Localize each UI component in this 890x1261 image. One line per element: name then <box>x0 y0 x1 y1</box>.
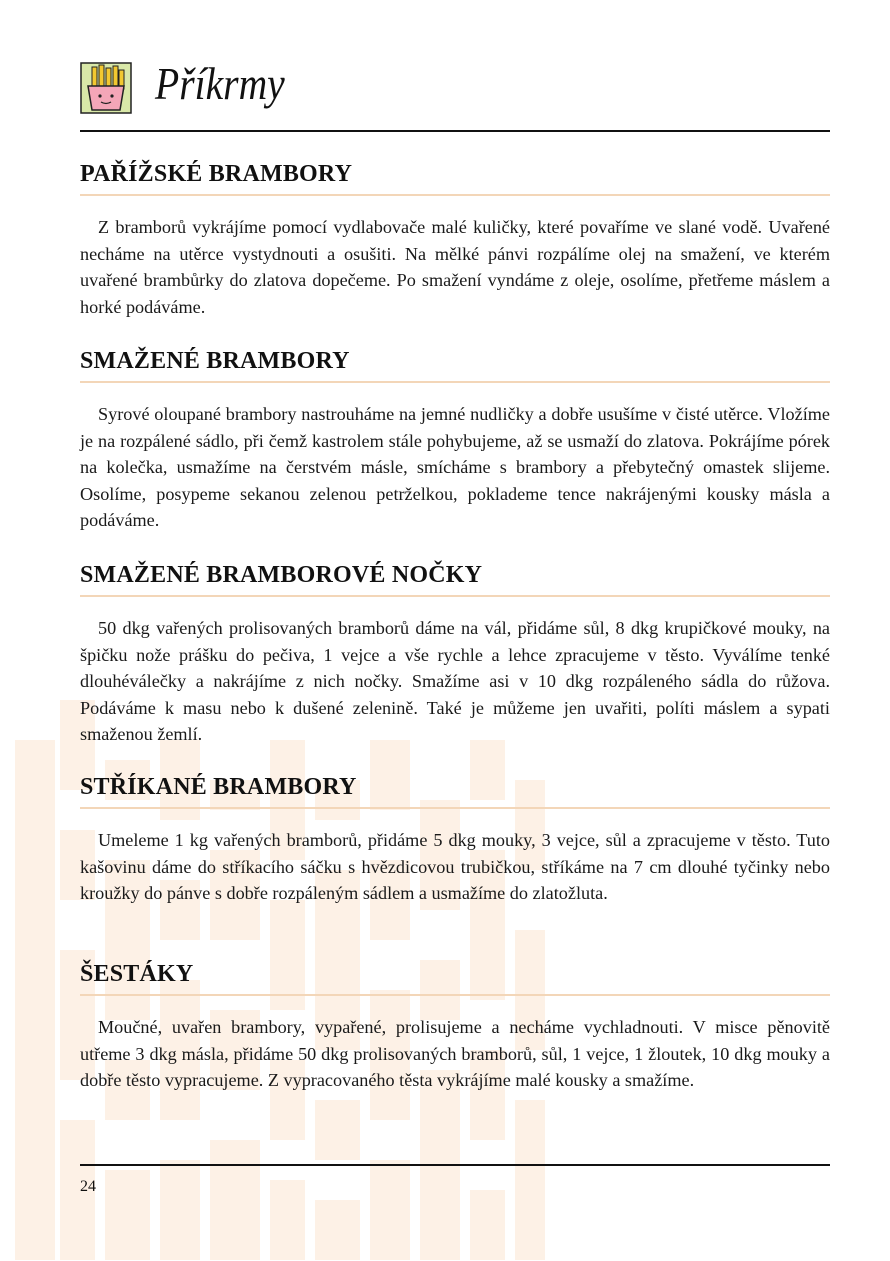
chapter-title: Příkrmy <box>155 59 285 109</box>
recipe-section <box>80 159 830 320</box>
recipe-text: 50 dkg vařených prolisovaných bramborů dáme na vál, přidáme sůl, 8 dkg krupičkové mouky, na špičku nože prášku do pečiva, 1 vejce a vše rychle a lehce zpracujeme v těsto. Vyválíme tenké dlouhéválečky a nakrájíme z nich nočky. Smažíme asi v 10 dkg rozpáleného sádla do růžova. Podáváme k masu nebo k dušené zelenině. Také je můžeme jen uvařiti, políti máslem a sypati smaženou žemlí. <box>80 618 830 744</box>
recipe-title: STŘÍKANÉ BRAMBORY <box>80 774 357 800</box>
recipe-section <box>80 346 830 534</box>
footer-rule <box>80 1164 830 1166</box>
title-underline <box>80 595 830 597</box>
recipe-section <box>80 959 830 1094</box>
title-underline <box>80 994 830 996</box>
recipe-title: ŠESTÁKY <box>80 961 194 987</box>
title-underline <box>80 381 830 383</box>
recipe-title: SMAŽENÉ BRAMBORY <box>80 348 350 374</box>
recipe-text: Umeleme 1 kg vařených bramborů, přidáme 5 dkg mouky, 3 vejce, sůl a zpracujeme v těsto. Tuto kašovinu dáme do stříkacího sáčku s hvězdicovou trubičkou, stříkáme na 7 cm dlouhé tyčinky nebo kroužky do pánve s dobře rozpáleným sádlem a usmažíme do zlatožluta. <box>80 830 830 903</box>
recipe-text: Syrové oloupané brambory nastrouháme na jemné nudličky a dobře usušíme v čisté utěrce. Vložíme je na rozpálené sádlo, při čemž kastrolem stále pohybujeme, až se usmaží do zlatova. Pokrájíme pórek na kolečka, usmažíme na čerstvém másle, smícháme s brambory a přebytečný omastek slijeme. Osolíme, posypeme sekanou zelenou petrželkou, poklademe tence nakrájenými kousky másla a podáváme. <box>80 404 830 530</box>
page-number: 24 <box>80 1178 96 1195</box>
title-underline <box>80 807 830 809</box>
recipe-text: Moučné, uvařen brambory, vypařené, prolisujeme a necháme vychladnouti. V misce pěnovitě utřeme 3 dkg másla, přidáme 50 dkg prolisovaných bramborů, sůl, 1 vejce, 1 žloutek, 10 dkg mouky a dobře těsto vypracujeme. Z vypracovaného těsta vykrájíme malé kousky a smažíme. <box>80 1017 830 1090</box>
recipe-section <box>80 772 830 907</box>
header-rule <box>80 130 830 132</box>
page-header <box>80 59 830 132</box>
recipe-title: SMAŽENÉ BRAMBOROVÉ NOČKY <box>80 562 483 588</box>
recipe-section <box>80 560 830 748</box>
title-underline <box>80 194 830 196</box>
recipe-text: Z bramborů vykrájíme pomocí vydlabovače malé kuličky, které povaříme ve slané vodě. Uvařené necháme na utěrce vystydnouti a osušiti. Na mělké pánvi rozpálíme olej na smažení, ve kterém uvařené brambůrky do zlatova dopečeme. Po smažení vyndáme z oleje, osolíme, přetřeme máslem a horké podáváme. <box>80 217 830 317</box>
french-fries-icon <box>80 62 132 114</box>
recipe-title: PAŘÍŽSKÉ BRAMBORY <box>80 161 353 187</box>
